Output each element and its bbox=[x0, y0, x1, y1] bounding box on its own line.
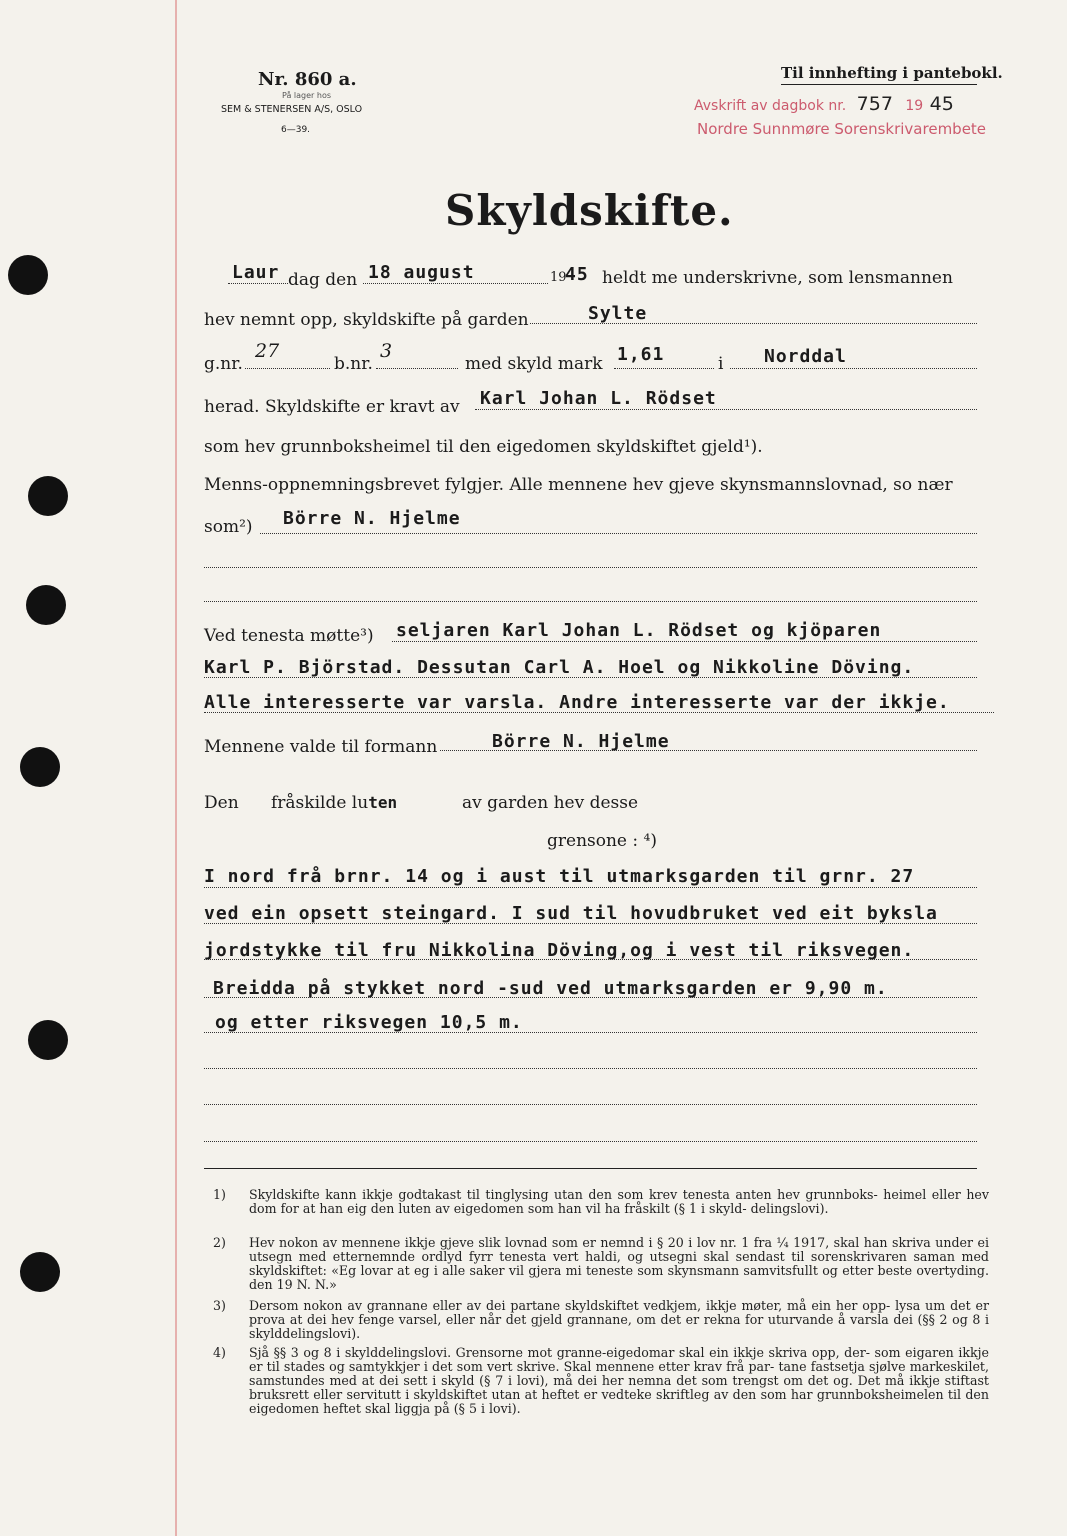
footnote-3 bbox=[213, 1298, 989, 1345]
bnr-value: 3 bbox=[380, 340, 393, 362]
stamp-year-prefix: 19 bbox=[905, 98, 924, 114]
empty-line bbox=[204, 567, 977, 568]
line-motte-3 bbox=[204, 712, 994, 713]
motte-line1: seljaren Karl Johan L. Rödset og kjöparen bbox=[396, 620, 882, 641]
line-grense-5 bbox=[204, 1032, 977, 1033]
binder-hole bbox=[26, 585, 66, 625]
line-kravt bbox=[475, 409, 977, 410]
line-bnr bbox=[376, 368, 458, 369]
dag-den-label: dag den bbox=[288, 270, 358, 290]
line-weekday bbox=[228, 283, 288, 284]
som-label: som²) bbox=[204, 517, 253, 537]
stamp-line1 bbox=[694, 93, 954, 115]
footnote-text: Dersom nokon av grannane eller av dei partane skyldskiftet vedkjem, ikkje møter, må ein her opp- lysa um det er prova at dei hev fenge varsel, eller når det gjeld grannane, om det er rekna for uturvande å varsla dei (§§ 2 og 8 i skylddelingslovi). bbox=[249, 1298, 989, 1341]
menns-text: Menns-oppnemningsbrevet fylgjer. Alle mennene hev gjeve skynsmannslovnad, so nær bbox=[204, 475, 953, 495]
footnote-number: 3) bbox=[213, 1298, 226, 1313]
footnote-text: Sjå §§ 3 og 8 i skylddelingslovi. Grensorne mot granne-eigedomar skal ein ikkje skriva opp, der- som eigaren ikkje er til stades og samtykkjer i det som vert skrive. Skal mennene etter krav frå par- tane fastsetja sjølve markeskilet, samstundes med at dei sett i skyld (§ 7 i lovi), må dei her nemna det som trengst om det og. Det må ikkje stiftast bruksrett eller servitutt i skyldskiftet utan at heftet er vedteke skriftleg av den som har grunnboksheimelen til den eigedomen heftet skal liggja på (§ 5 i lovi). bbox=[249, 1345, 989, 1416]
luten-suffix: ten bbox=[368, 793, 398, 812]
binder-hole bbox=[20, 747, 60, 787]
line-grense-4 bbox=[204, 997, 977, 998]
line-motte-1 bbox=[392, 641, 977, 642]
garden-value: Sylte bbox=[588, 303, 648, 324]
grense-line3: jordstykke til fru Nikkolina Döving,og i vest til riksvegen. bbox=[204, 940, 915, 961]
grense-line1: I nord frå brnr. 14 og i aust til utmarksgarden til grnr. 27 bbox=[204, 866, 915, 887]
line-date bbox=[363, 283, 548, 284]
margin-line bbox=[175, 0, 177, 1536]
stamp-year: 45 bbox=[929, 93, 954, 115]
year-prefix: 19 bbox=[550, 270, 567, 285]
empty-line bbox=[204, 1141, 977, 1142]
top-right-label: Til innhefting i pantebokl. bbox=[781, 64, 1003, 82]
heldt-text: heldt me underskrivne, som lensmannen bbox=[602, 268, 953, 288]
footnote-separator bbox=[204, 1168, 977, 1169]
footnote-number: 4) bbox=[213, 1345, 226, 1360]
skyld-label: med skyld mark bbox=[465, 354, 603, 374]
formann-label: Mennene valde til formann bbox=[204, 737, 438, 757]
footnote-4 bbox=[213, 1345, 989, 1442]
herad-text: herad. Skyldskifte er kravt av bbox=[204, 397, 460, 417]
top-right-underline bbox=[781, 84, 977, 85]
binder-hole bbox=[8, 255, 48, 295]
herad-value: Norddal bbox=[764, 346, 847, 367]
grensone-label: grensone : ⁴) bbox=[547, 831, 657, 851]
skyld-value: 1,61 bbox=[617, 344, 665, 365]
grense-line4: Breidda på stykket nord -sud ved utmarksgarden er 9,90 m. bbox=[213, 978, 888, 999]
line-grense-2 bbox=[204, 923, 977, 924]
binder-hole bbox=[20, 1252, 60, 1292]
stamp-office: Nordre Sunnmøre Sorenskrivarembete bbox=[697, 120, 987, 138]
footnote-text: Skyldskifte kann ikkje godtakast til tinglysing utan den som krev tenesta anten hev grunnboks- heimel eller hev dom for at han eig den luten av eigedomen som han vil ha fråskilt (§ 1 i skyld- delingslovi). bbox=[249, 1187, 989, 1216]
line-grense-3 bbox=[204, 959, 977, 960]
i-label: i bbox=[718, 354, 724, 374]
ved-label: Ved tenesta møtte³) bbox=[204, 626, 374, 646]
line-motte-2 bbox=[204, 677, 977, 678]
gnr-value: 27 bbox=[255, 340, 280, 362]
line-herad bbox=[730, 368, 977, 369]
year-value: 45 bbox=[565, 264, 589, 285]
form-number: Nr. 860 a. bbox=[258, 69, 357, 90]
footnote-2 bbox=[213, 1235, 989, 1298]
footnote-text: Hev nokon av mennene ikkje gjeve slik lovnad som er nemnd i § 20 i lov nr. 1 fra ¼ 1917, skal han skriva under ei utsegn med etternemnde ordlyd fyrr tenesta vert haldi, og utsegni skal sendast til sorenskrivaren saman med skyldskiftet: «Eg lovar at eg i alle saker vil gjera mi teneste som skynsmann samvitsfullt og etter beste overtyding. den 19 N. N.» bbox=[249, 1235, 989, 1292]
printer-name: SEM & STENERSEN A/S, OSLO bbox=[221, 104, 363, 115]
stamp-dagbok-nr: 757 bbox=[856, 93, 893, 115]
av-garden-label: av garden hev desse bbox=[462, 793, 639, 813]
kravt-av-value: Karl Johan L. Rödset bbox=[480, 388, 717, 409]
grunnbok-text: som hev grunnboksheimel til den eigedomen skyldskiftet gjeld¹). bbox=[204, 437, 763, 457]
den-label bbox=[204, 793, 239, 813]
formann-value: Börre N. Hjelme bbox=[492, 731, 670, 752]
hev-nemnt-text: hev nemnt opp, skyldskifte på garden bbox=[204, 310, 529, 330]
printer-note: På lager hos bbox=[282, 91, 331, 100]
gnr-label: g.nr. bbox=[204, 354, 243, 374]
printer-date: 6—39. bbox=[281, 125, 311, 135]
grense-line2: ved ein opsett steingard. I sud til hovudbruket ved eit byksla bbox=[204, 903, 938, 924]
binder-hole bbox=[28, 476, 68, 516]
page-title: Skyldskifte. bbox=[445, 186, 734, 235]
line-grense-1 bbox=[204, 887, 977, 888]
empty-line bbox=[204, 601, 977, 602]
som-name: Börre N. Hjelme bbox=[283, 508, 461, 529]
fraskilde-label bbox=[271, 793, 397, 813]
fraskilde-text: fråskilde lu bbox=[271, 793, 369, 813]
date-value: 18 august bbox=[368, 262, 475, 283]
footnote-number: 1) bbox=[213, 1187, 226, 1202]
empty-line bbox=[204, 1104, 977, 1105]
footnote-number: 2) bbox=[213, 1235, 226, 1250]
line-gnr bbox=[245, 368, 330, 369]
motte-line2: Karl P. Björstad. Dessutan Carl A. Hoel og Nikkoline Döving. bbox=[204, 657, 915, 678]
weekday: Laur bbox=[232, 262, 280, 283]
line-som bbox=[260, 533, 977, 534]
motte-line3: Alle interesserte var varsla. Andre interesserte var der ikkje. bbox=[204, 692, 950, 713]
line-skyld bbox=[614, 368, 714, 369]
grense-line5: og etter riksvegen 10,5 m. bbox=[215, 1012, 523, 1033]
den-text: Den bbox=[204, 793, 239, 813]
stamp-prefix: Avskrift av dagbok nr. bbox=[694, 98, 847, 114]
bnr-label: b.nr. bbox=[334, 354, 373, 374]
empty-line bbox=[204, 1068, 977, 1069]
binder-hole bbox=[28, 1020, 68, 1060]
